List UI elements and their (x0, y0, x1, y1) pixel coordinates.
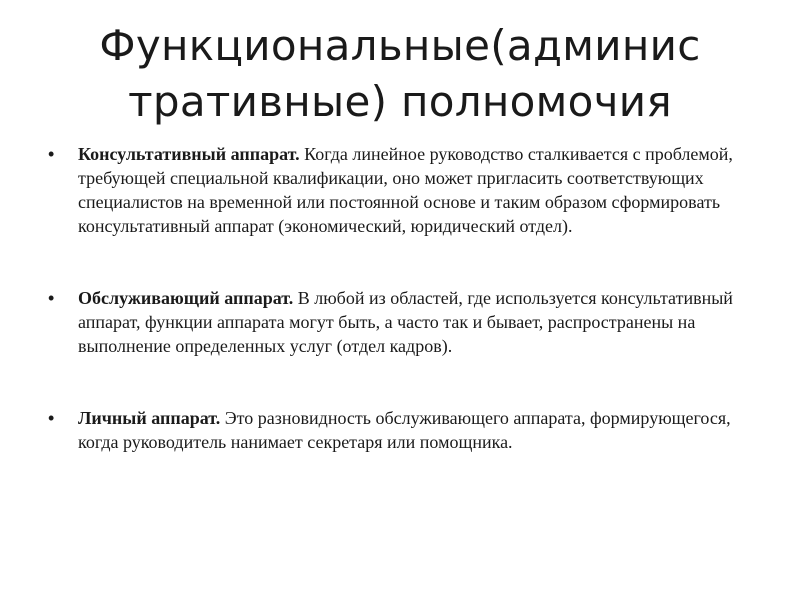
bullet-text: Когда линейное руководство сталкивается с проблемой, требующей специальной квалификации, оно может пригласить соответствующих специалистов на временной или постоянной основе и таким образом сформировать консультативный аппарат (экономический, юридический отдел). (78, 144, 733, 236)
bullet-dot-icon: • (48, 288, 55, 308)
bullet-text: В любой из областей, где используется консультативный аппарат, функции аппарата могут быть, а часто так и бывает, распространены на выполнение определенных услуг (отдел кадров). (78, 288, 733, 356)
slide-title-line-2: тративные) полномочия (128, 77, 672, 126)
bullet-term: Обслуживающий аппарат. (78, 288, 294, 308)
slide-title (40, 18, 760, 130)
bullet-term: Консультативный аппарат. (78, 144, 300, 164)
bullet-dot-icon: • (48, 144, 55, 164)
bullet-item-personal (40, 406, 760, 454)
bullet-item-service (40, 286, 760, 358)
bullet-text: Это разновидность обслуживающего аппарата, формирующегося, когда руководитель нанимает секретаря или помощника. (78, 408, 731, 452)
bullet-list (40, 142, 760, 454)
bullet-term: Личный аппарат. (78, 408, 221, 428)
bullet-dot-icon: • (48, 408, 55, 428)
slide-title-line-1: Функциональные(админис (99, 21, 701, 70)
bullet-item-consultative (40, 142, 760, 238)
